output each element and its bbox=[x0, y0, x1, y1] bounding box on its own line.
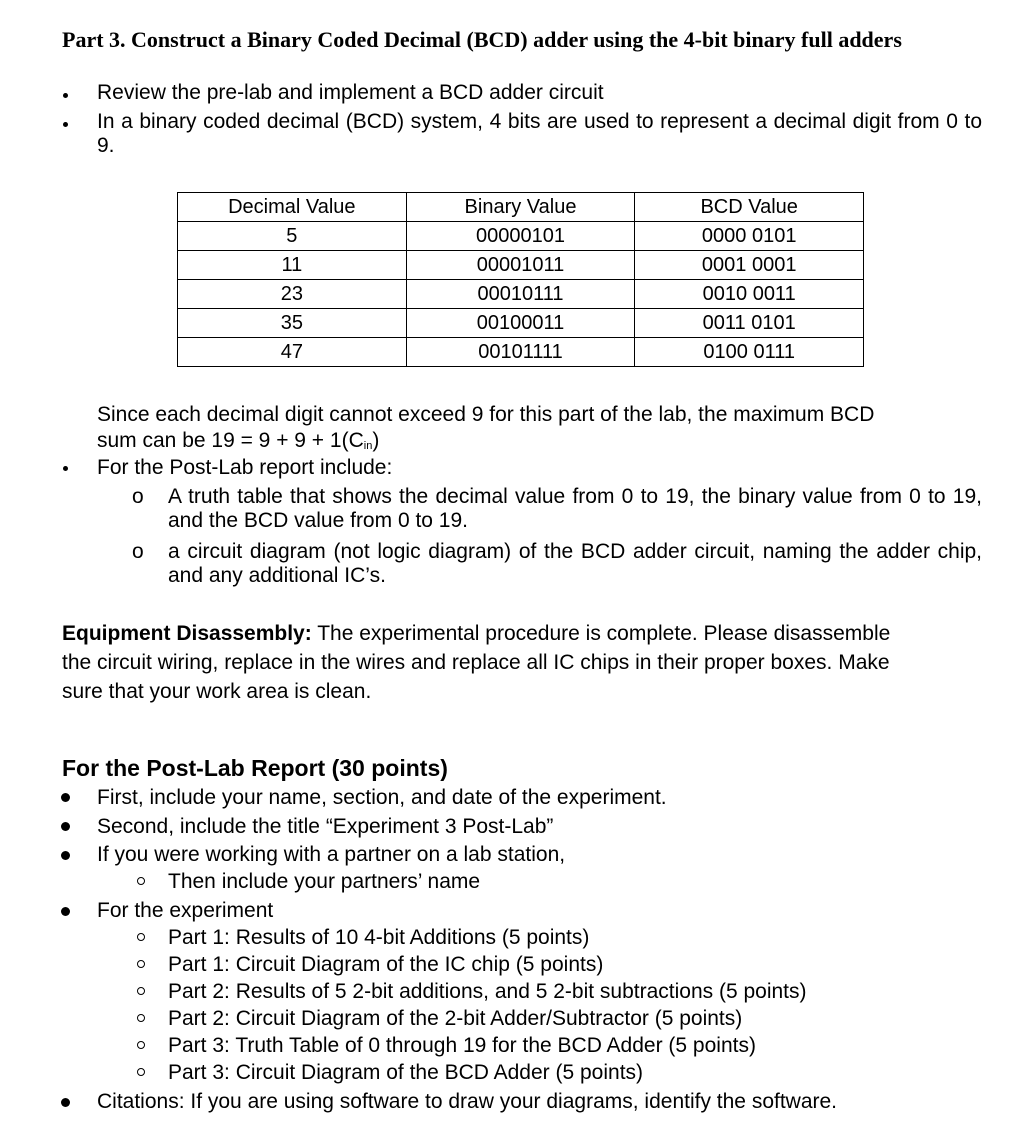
sub-bullet-ring bbox=[137, 1041, 145, 1049]
bullet-dot bbox=[61, 907, 70, 916]
cell-binary: 00100011 bbox=[406, 309, 635, 338]
experiment-subitem: Part 2: Results of 5 2-bit additions, and 5 2-bit subtractions (5 points) bbox=[168, 980, 807, 1003]
disassembly-text: The experimental procedure is complete. Please disassemble the circuit wiring, replace in the wires and replace all IC chips in their proper boxes. Make sure that your work area is clean. bbox=[62, 622, 891, 703]
cell-decimal: 35 bbox=[178, 309, 407, 338]
column-header-decimal: Decimal Value bbox=[178, 193, 407, 222]
table-row bbox=[178, 338, 864, 367]
report-subitem-partner-name: Then include your partners’ name bbox=[168, 870, 481, 893]
experiment-subitem: Part 3: Circuit Diagram of the BCD Adder (5 points) bbox=[168, 1061, 644, 1084]
disassembly-paragraph bbox=[62, 619, 922, 706]
max-sum-close: ) bbox=[372, 429, 380, 452]
sub-bullet-marker: o bbox=[132, 485, 144, 508]
table-row bbox=[178, 280, 864, 309]
sub-bullet-marker: o bbox=[132, 540, 144, 563]
column-header-binary: Binary Value bbox=[406, 193, 635, 222]
max-sum-line-1: Since each decimal digit cannot exceed 9 for this part of the lab, the maximum BCD bbox=[97, 403, 875, 426]
bullet-dot bbox=[61, 1098, 70, 1107]
sub-bullet-ring bbox=[137, 877, 145, 885]
bcd-table bbox=[177, 192, 864, 367]
postlab-truth-table-item: A truth table that shows the decimal value from 0 to 19, the binary value from 0 to 19, and the BCD value from 0 to 19. bbox=[168, 485, 982, 532]
experiment-subitem: Part 3: Truth Table of 0 through 19 for the BCD Adder (5 points) bbox=[168, 1034, 756, 1057]
part3-bullet-bcd-system: In a binary coded decimal (BCD) system, 4 bits are used to represent a decimal digit from 0 to 9. bbox=[97, 110, 982, 157]
experiment-subitem: Part 2: Circuit Diagram of the 2-bit Adder/Subtractor (5 points) bbox=[168, 1007, 743, 1030]
sub-bullet-ring bbox=[137, 933, 145, 941]
postlab-include-label: For the Post-Lab report include: bbox=[97, 456, 393, 479]
max-sum-equation: sum can be 19 = 9 + 9 + 1(C bbox=[97, 429, 364, 452]
sub-bullet-ring bbox=[137, 960, 145, 968]
cell-binary: 00101111 bbox=[406, 338, 635, 367]
cell-binary: 00000101 bbox=[406, 222, 635, 251]
experiment-subitem: Part 1: Circuit Diagram of the IC chip (5 points) bbox=[168, 953, 604, 976]
cell-bcd: 0010 0011 bbox=[635, 280, 864, 309]
part3-heading bbox=[62, 27, 902, 53]
report-item-experiment: For the experiment bbox=[97, 899, 274, 922]
sub-bullet-ring bbox=[137, 1068, 145, 1076]
cell-decimal: 47 bbox=[178, 338, 407, 367]
part3-heading-prefix: Part 3. bbox=[62, 27, 126, 52]
column-header-bcd: BCD Value bbox=[635, 193, 864, 222]
part3-heading-text: Construct a Binary Coded Decimal (BCD) adder using the 4-bit binary full adders bbox=[125, 27, 902, 52]
table-row bbox=[178, 222, 864, 251]
sub-bullet-ring bbox=[137, 1014, 145, 1022]
disassembly-label: Equipment Disassembly: bbox=[62, 622, 312, 645]
cell-binary: 00001011 bbox=[406, 251, 635, 280]
max-sum-line-2 bbox=[97, 429, 379, 458]
cell-binary: 00010111 bbox=[406, 280, 635, 309]
experiment-subitem: Part 1: Results of 10 4-bit Additions (5 points) bbox=[168, 926, 590, 949]
bullet-dot bbox=[61, 822, 70, 831]
bullet-dot bbox=[61, 793, 70, 802]
cell-bcd: 0100 0111 bbox=[635, 338, 864, 367]
report-heading: For the Post-Lab Report (30 points) bbox=[62, 755, 448, 781]
bullet-dot bbox=[63, 93, 68, 98]
cell-decimal: 11 bbox=[178, 251, 407, 280]
part3-bullet-review: Review the pre-lab and implement a BCD adder circuit bbox=[97, 81, 604, 104]
bullet-dot bbox=[61, 851, 70, 860]
cell-decimal: 23 bbox=[178, 280, 407, 309]
cell-bcd: 0000 0101 bbox=[635, 222, 864, 251]
bullet-dot bbox=[63, 466, 68, 471]
report-item-partner: If you were working with a partner on a lab station, bbox=[97, 843, 566, 866]
report-item-name: First, include your name, section, and date of the experiment. bbox=[97, 786, 667, 809]
report-item-title: Second, include the title “Experiment 3 Post-Lab” bbox=[97, 815, 554, 838]
report-item-citations: Citations: If you are using software to draw your diagrams, identify the software. bbox=[97, 1090, 838, 1113]
sub-bullet-ring bbox=[137, 987, 145, 995]
cell-bcd: 0011 0101 bbox=[635, 309, 864, 338]
table-header-row bbox=[178, 193, 864, 222]
table-row bbox=[178, 251, 864, 280]
postlab-circuit-diagram-item: a circuit diagram (not logic diagram) of the BCD adder circuit, naming the adder chip, and any additional IC’s. bbox=[168, 540, 982, 587]
table-row bbox=[178, 309, 864, 338]
cin-subscript: in bbox=[363, 440, 373, 452]
bullet-dot bbox=[63, 122, 68, 127]
cell-decimal: 5 bbox=[178, 222, 407, 251]
cell-bcd: 0001 0001 bbox=[635, 251, 864, 280]
